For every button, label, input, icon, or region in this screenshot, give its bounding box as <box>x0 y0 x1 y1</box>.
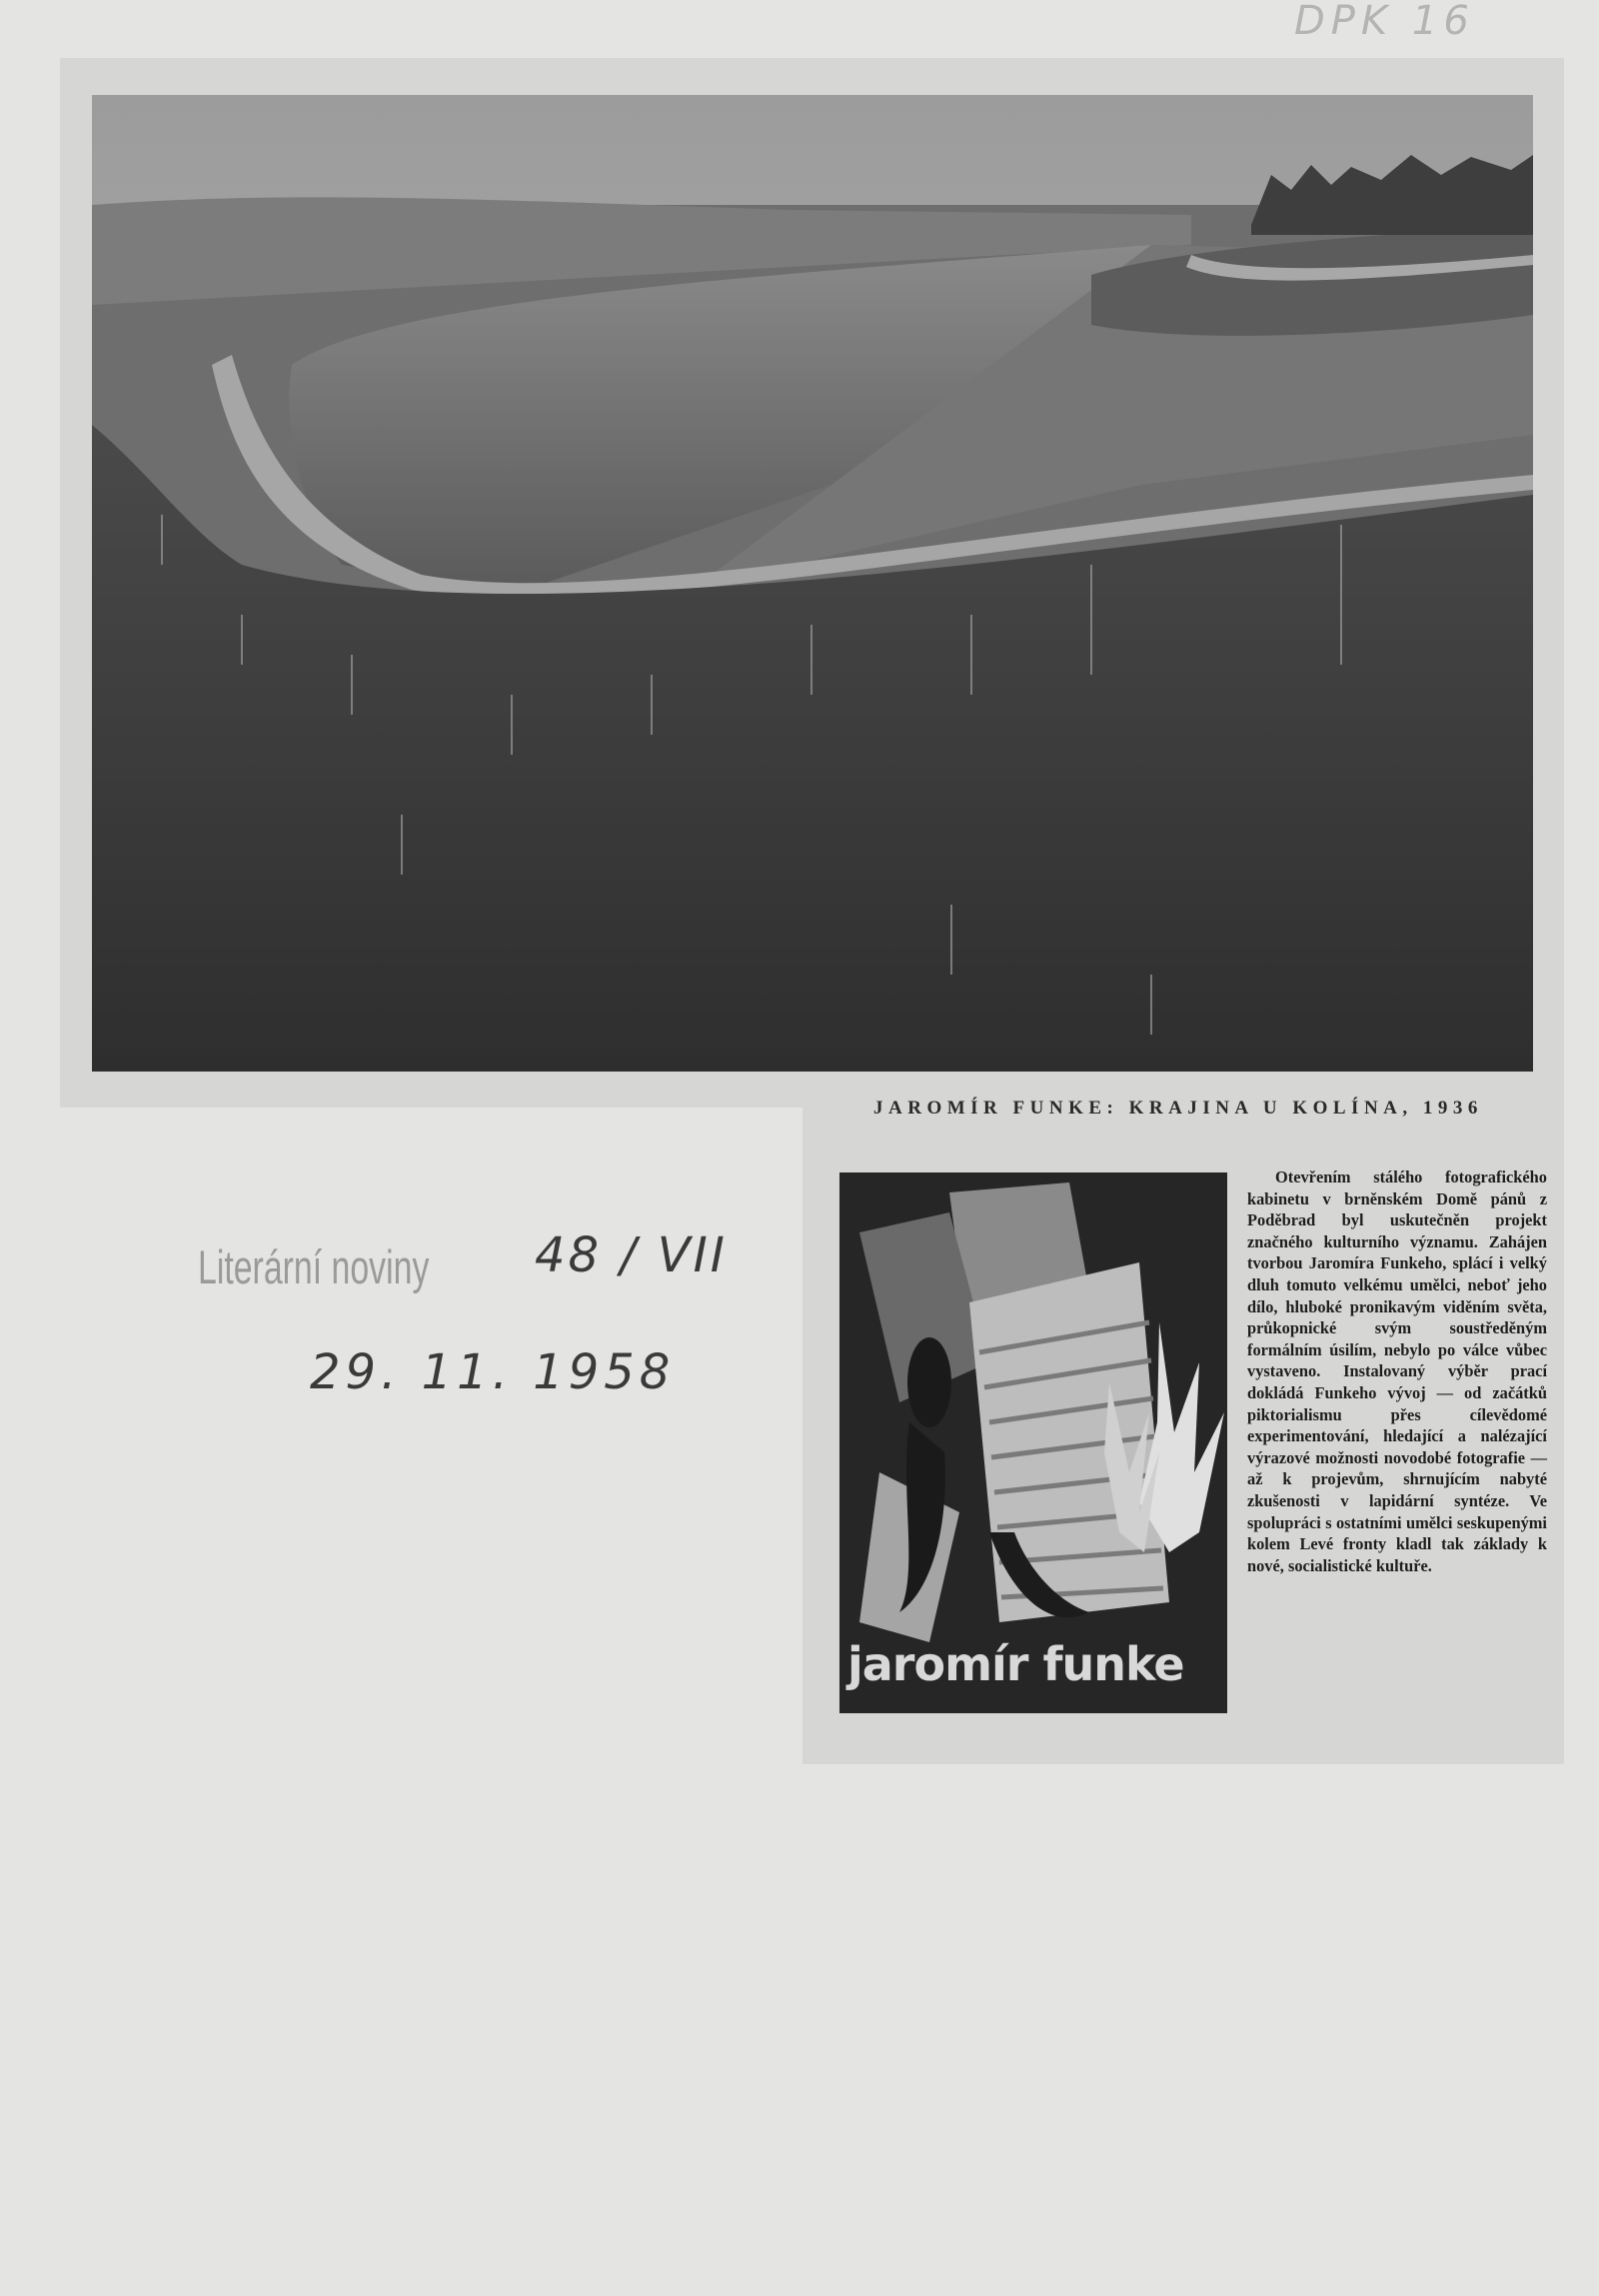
exhibition-poster <box>839 1172 1227 1713</box>
newspaper-name-stamp: Literární noviny <box>198 1240 430 1293</box>
handwritten-date: 29. 11. 1958 <box>310 1344 676 1400</box>
landscape-photograph <box>92 95 1533 1072</box>
handwritten-issue-number: 48 / VII <box>535 1227 728 1283</box>
photo-caption: JAROMÍR FUNKE: KRAJINA U KOLÍNA, 1936 <box>873 1098 1483 1119</box>
article-body: Otevřením stálého fotografického kabinetu v brněnském Domě pánů z Poděbrad byl uskutečněn projekt značného kulturního významu. Zahájen tvorbou Jaromíra Funkeho, splácí i velký dluh tomuto velkému umělci, neboť jeho dílo, hluboké pronikavým viděním světa, průkopnické svým soustředěným formálním úsilím, nebylo po válce vůbec vystaveno. Instalovaný výběr prací dokládá Funkeho vývoj — od začátků piktorialismu přes cílevědomé experimentování, hledající a nalézající výrazové možnosti novodobé fotografie — až k projevům, shrnujícím nabyté zkušenosti v lapidární syntéze. Ve spolupráci s ostatními umělci seskupenými kolem Levé fronty kladl tak základy k nové, socialistické kultuře. <box>1247 1167 1547 1575</box>
archive-reference-mark: DPK 16 <box>1294 0 1475 44</box>
poster-artwork <box>839 1172 1227 1713</box>
poster-title: jaromír funke <box>847 1637 1184 1691</box>
